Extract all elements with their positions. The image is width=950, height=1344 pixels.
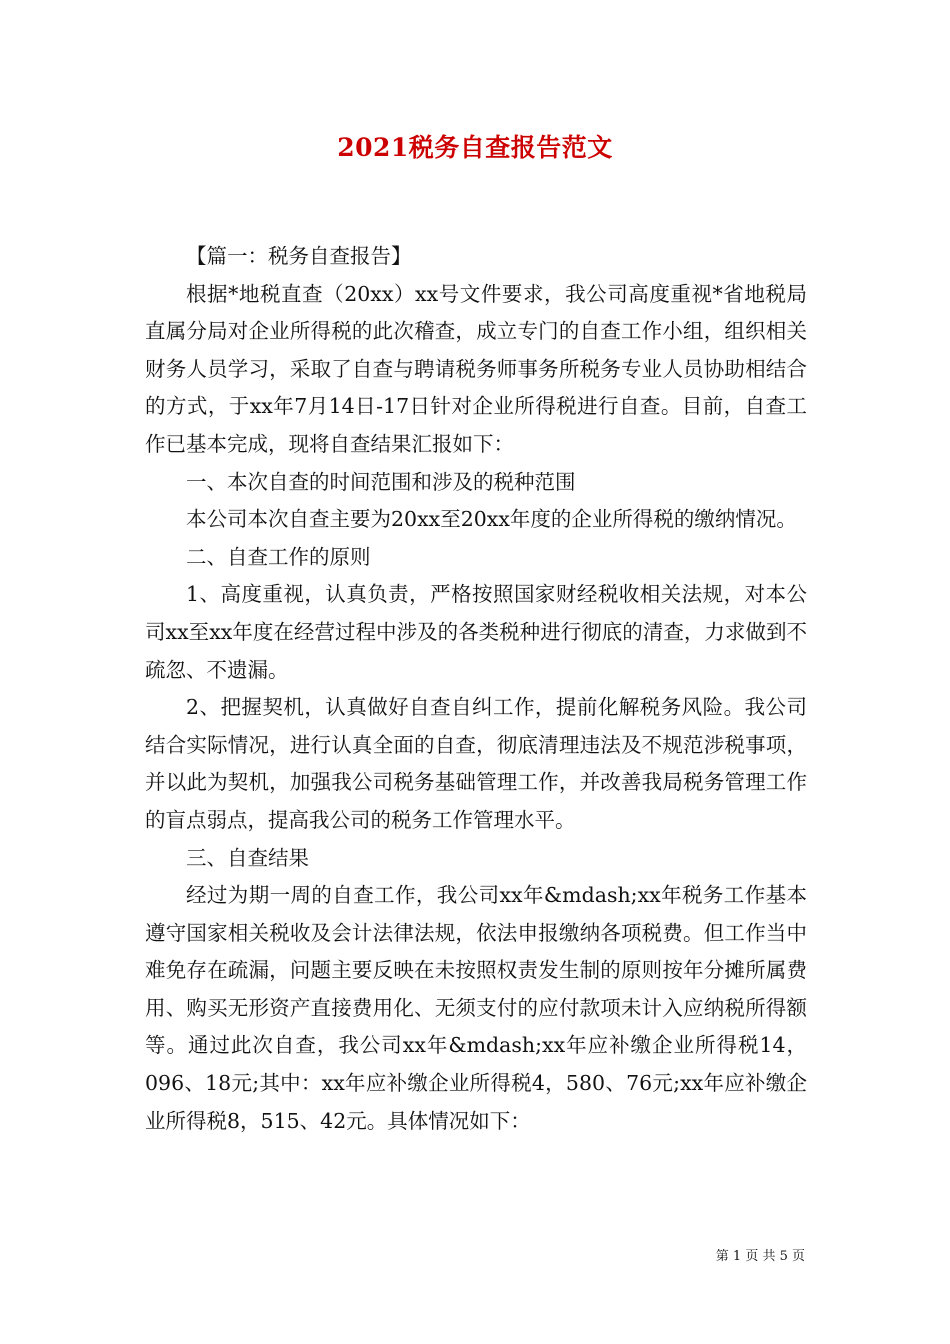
section-heading-principles: 二、自查工作的原则: [186, 544, 371, 569]
document-title: 2021税务自查报告范文: [337, 133, 613, 162]
section-heading-scope: 一、本次自查的时间范围和涉及的税种范围: [186, 469, 576, 494]
paragraph-intro: 根据*地税直查（20xx）xx号文件要求，我公司高度重视*省地税局直属分局对企业所得税的此次稽查，成立专门的自查工作小组，组织相关财务人员学习，采取了自查与聘请税务师事务所税务专业人员协助相结合的方式，于xx年7月14日-17日针对企业所得税进行自查。目前，自查工作已基本完成，现将自查结果汇报如下：: [145, 281, 807, 456]
paragraph-principle-2: 2、把握契机，认真做好自查自纠工作，提前化解税务风险。我公司结合实际情况，进行认真全面的自查，彻底清理违法及不规范涉税事项，并以此为契机，加强我公司税务基础管理工作，并改善我局税务管理工作的盲点弱点，提高我公司的税务工作管理水平。: [145, 695, 807, 832]
section-heading-part-one: 【篇一：税务自查报告】: [186, 244, 412, 268]
page-number-footer: 第 1 页 共 5 页: [715, 1249, 805, 1264]
paragraph-principle-1: 1、高度重视，认真负责，严格按照国家财经税收相关法规，对本公司xx至xx年度在经营过程中涉及的各类税种进行彻底的清查，力求做到不疏忽、不遗漏。: [145, 582, 807, 682]
paragraph-scope: 本公司本次自查主要为20xx至20xx年度的企业所得税的缴纳情况。: [186, 507, 797, 532]
paragraph-results: 经过为期一周的自查工作，我公司xx年&mdash;xx年税务工作基本遵守国家相关税收及会计法律法规，依法申报缴纳各项税费。但工作当中难免存在疏漏，问题主要反映在未按照权责发生制的原则按年分摊所属费用、购买无形资产直接费用化、无须支付的应付款项未计入应纳税所得额等。通过此次自查，我公司xx年&mdash;xx年应补缴企业所得税14，096、18元;其中：xx年应补缴企业所得税4，580、76元;xx年应补缴企业所得税8，515、42元。具体情况如下：: [145, 883, 807, 1133]
section-heading-results: 三、自查结果: [186, 845, 309, 870]
document-body: [145, 238, 807, 1140]
